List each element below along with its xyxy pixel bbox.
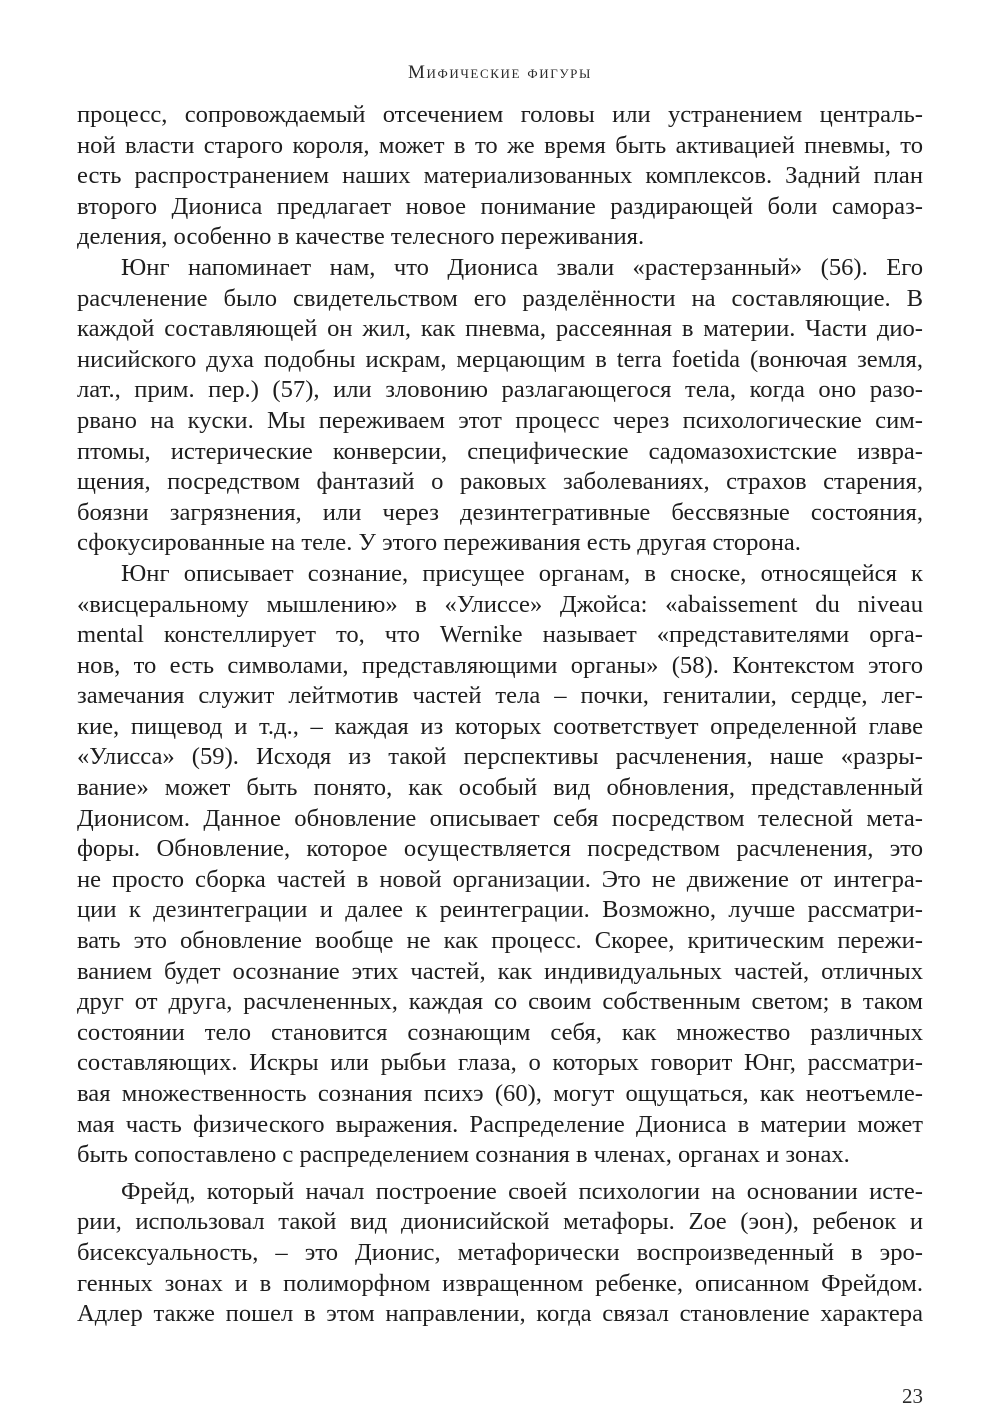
running-header: Мифические фигуры bbox=[408, 62, 592, 83]
paragraph bbox=[77, 100, 923, 253]
text-line: рвано на куски. Мы переживаем этот процесс через психологические сим- bbox=[77, 406, 923, 434]
text-line: ванием будет осознание этих частей, как индивидуальных частей, отличных bbox=[77, 957, 923, 985]
text-line: вание» может быть понято, как особый вид обновления, представленный bbox=[77, 774, 923, 802]
text-line: Дионисом. Данное обновление описывает себя посредством телесной мета- bbox=[77, 804, 923, 832]
text-line: боязни загрязнения, или через дезинтегративные бессвязные состояния, bbox=[77, 498, 923, 526]
text-line: «висцеральному мышлению» в «Улиссе» Джойса: «abaissement du niveau bbox=[77, 590, 923, 618]
text-line: вая множественность сознания психэ (60), могут ощущаться, как неотъемле- bbox=[77, 1080, 923, 1107]
text-line: нисийского духа подобны искрам, мерцающим в terra foetida (вонючая земля, bbox=[77, 345, 923, 373]
body-text bbox=[77, 100, 923, 1330]
text-line: мая часть физического выражения. Распределение Диониса в материи может bbox=[77, 1110, 923, 1138]
text-line: Адлер также пошел в этом направлении, когда связал становление характера bbox=[77, 1300, 923, 1328]
text-line: генных зонах и в полиморфном извращенном ребенке, описанном Фрейдом. bbox=[77, 1269, 923, 1297]
text-line: нов, то есть символами, представляющими органы» (58). Контекстом этого bbox=[77, 651, 923, 679]
paragraph bbox=[77, 253, 923, 559]
text-line: рии, использовал такой вид дионисийской метафоры. Zoe (эон), ребенок и bbox=[77, 1208, 923, 1236]
text-line: mental констеллирует то, что Wernike называет «представителями орга- bbox=[77, 621, 923, 649]
text-line: Юнг описывает сознание, присущее органам, в сноске, относящейся к bbox=[121, 559, 923, 587]
text-line: не просто сборка частей в новой организации. Это не движение от интегра- bbox=[77, 865, 923, 893]
text-line: каждой составляющей он жил, как пневма, рассеянная в материи. Части дио- bbox=[77, 315, 923, 343]
text-line: деления, особенно в качестве телесного переживания. bbox=[77, 223, 645, 251]
page-number: 23 bbox=[902, 1384, 923, 1408]
text-line: замечания служит лейтмотив частей тела – почки, гениталии, сердце, лег- bbox=[77, 682, 923, 710]
paragraph bbox=[77, 559, 923, 1171]
text-line: ной власти старого короля, может в то же время быть активацией пневмы, то bbox=[77, 131, 923, 159]
text-line: есть распространением наших материализованных комплексов. Задний план bbox=[77, 162, 923, 190]
text-line: «Улисса» (59). Исходя из такой перспективы расчленения, наше «разры- bbox=[77, 743, 923, 771]
text-line: сфокусированные на теле. У этого переживания есть другая сторона. bbox=[77, 529, 801, 557]
text-line: процесс, сопровождаемый отсечением головы или устранением централь- bbox=[77, 101, 923, 128]
text-line: вать это обновление вообще не как процесс. Скорее, критическим пережи- bbox=[77, 927, 923, 955]
text-line: составляющих. Искры или рыбьи глаза, о которых говорит Юнг, рассматри- bbox=[77, 1049, 923, 1077]
text-line: друг от друга, расчлененных, каждая со своим собственным светом; в таком bbox=[77, 988, 923, 1016]
text-line: Фрейд, который начал построение своей психологии на основании исте- bbox=[121, 1177, 923, 1205]
text-line: расчленение было свидетельством его разделённости на составляющие. В bbox=[77, 284, 923, 312]
text-line: второго Диониса предлагает новое понимание раздирающей боли самораз- bbox=[77, 192, 923, 220]
text-line: птомы, истерические конверсии, специфические садомазохистские извра- bbox=[77, 437, 923, 465]
text-line: быть сопоставлено с распределением сознания в членах, органах и зонах. bbox=[77, 1141, 850, 1169]
text-line: лат., прим. пер.) (57), или зловонию разлагающегося тела, когда оно разо- bbox=[77, 376, 923, 404]
text-line: ции к дезинтеграции и далее к реинтеграции. Возможно, лучше рассматри- bbox=[77, 896, 923, 924]
text-line: состоянии тело становится сознающим себя, как множество различных bbox=[77, 1018, 923, 1046]
text-line: кие, пищевод и т.д., – каждая из которых соответствует определенной главе bbox=[77, 712, 923, 740]
text-line: щения, посредством фантазий о раковых заболеваниях, страхов старения, bbox=[77, 468, 923, 496]
paragraph bbox=[77, 1177, 923, 1330]
text-line: Юнг напоминает нам, что Диониса звали «растерзанный» (56). Его bbox=[121, 253, 923, 281]
text-line: бисексуальность, – это Дионис, метафорически воспроизведенный в эро- bbox=[77, 1238, 923, 1266]
text-line: форы. Обновление, которое осуществляется посредством расчленения, это bbox=[77, 835, 923, 863]
